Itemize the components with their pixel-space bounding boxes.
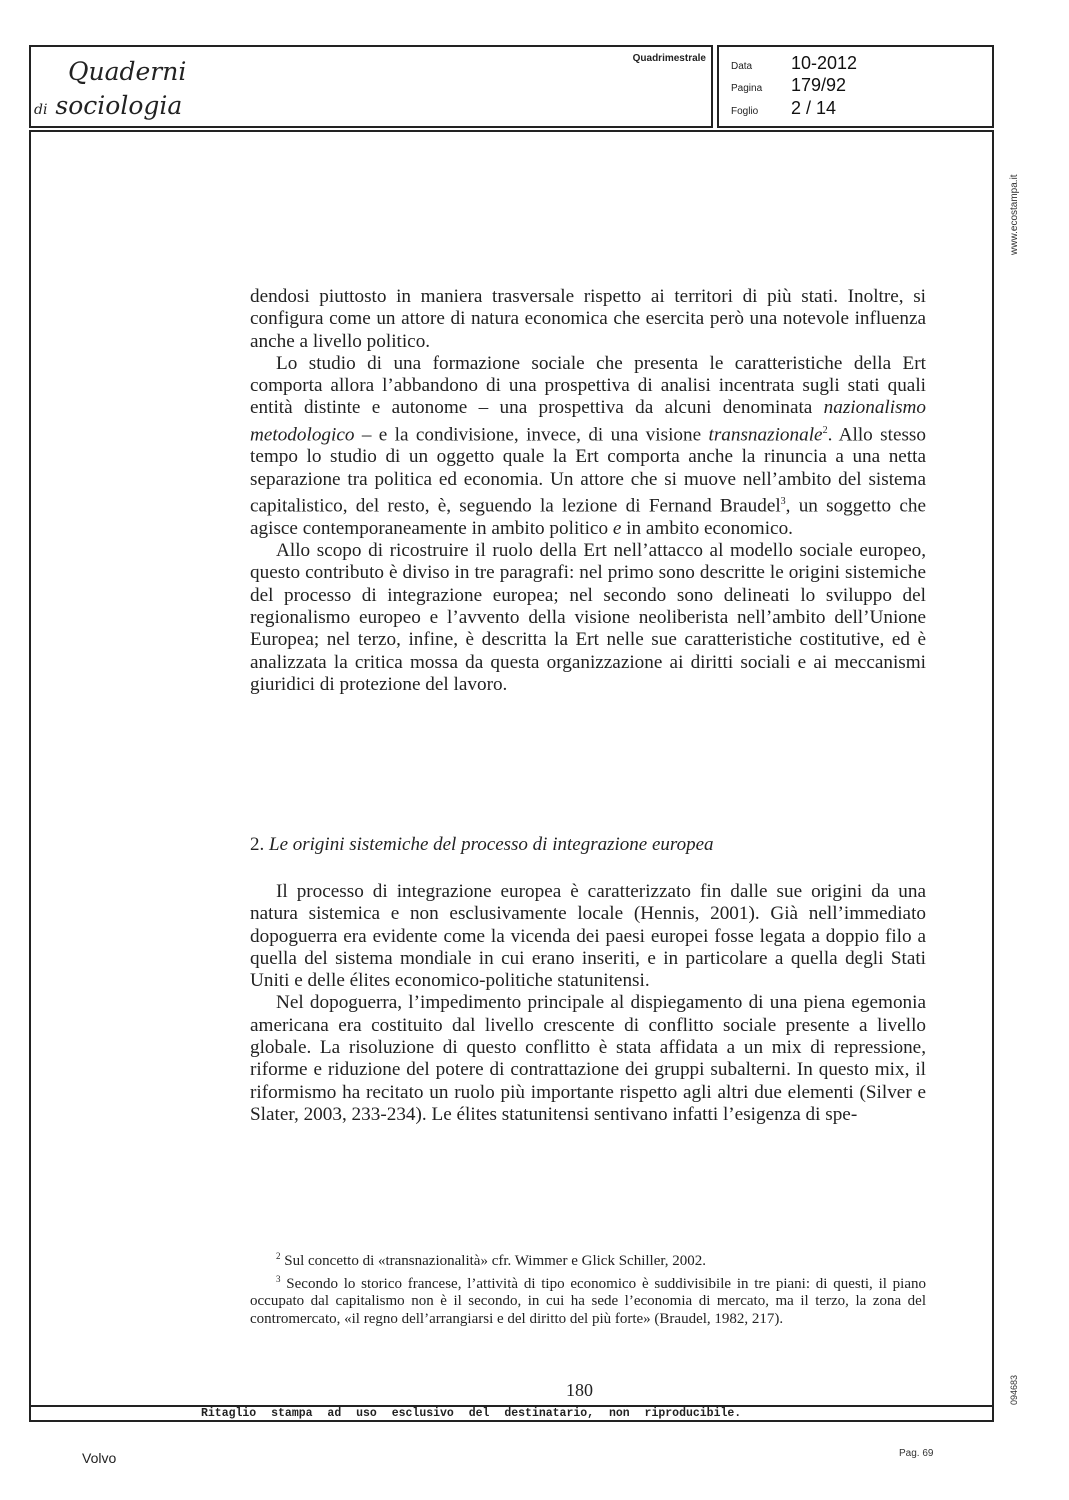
page-label: Pagina	[731, 83, 763, 94]
footnote-3-text: Secondo lo storico francese, l’attività di tipo economico è suddivisibile in tre piani: di questi, il piano occupato dal capitalismo non è il secondo, in cui ha sede l’economia di mercato, ma il terzo, la zona del contromercato, «il regno dell’arrangiarsi e del diritto del più forte» (Braudel, 1982, 217).	[250, 1275, 927, 1328]
disclaimer-text: Ritaglio stampa ad uso esclusivo del destinatario, non riproducibile.	[201, 1407, 742, 1420]
article-body-part2	[250, 881, 926, 1126]
section-heading	[250, 834, 714, 856]
emphasis-nazionalismo: nazionalismo metodologico	[250, 397, 926, 446]
date-value: 10-2012	[791, 53, 858, 73]
sheet-label: Foglio	[731, 106, 759, 117]
sheet-row	[731, 98, 836, 119]
emphasis-e: e	[612, 517, 622, 539]
footnote-3	[250, 1271, 926, 1329]
paragraph-1: dendosi piuttosto in maniera trasversale rispetto ai territori di più stati. Inoltre, si configura come un attore di natura economica che esercita però una notevole influenza anche a livello politico.	[250, 286, 926, 352]
footer-client: Volvo	[82, 1450, 117, 1466]
paragraph-5: Nel dopoguerra, l’impedimento principale al dispiegamento di una piena egemonia americana era costituito dal livello crescente di conflitto sociale presente a livello globale. La risoluzione di questo conflitto è stata affidata a un mix di repressione, riforme e riduzione del potere di contrattazione dei gruppi subalterni. In questo mix, il riformismo ha recitato un ruolo più importante rispetto agli altri due elementi (Silver e Slater, 2003, 233-234). Le élites statunitensi sentivano infatti l’esigenza di spe-	[250, 992, 926, 1125]
side-code	[998, 1350, 1019, 1405]
clipping-metadata	[717, 45, 994, 128]
section-number: 2.	[250, 834, 265, 855]
paragraph-2-text-c: . Allo stesso tempo lo studio di un oggetto quale la Ert comporta anche la rinuncia a una netta separazione tra politica ed economia. Un attore che si muove nell’ambito del sistema capitalistico, del resto, è, seguendo la lezione di Fernand Braudel	[250, 424, 926, 517]
footnote-2-text: Sul concetto di «transnazionalità» cfr. Wimmer e Glick Schiller, 2002.	[284, 1253, 706, 1269]
paragraph-2-text-e: in ambito economico.	[621, 517, 793, 539]
publication-header	[29, 45, 713, 128]
footnote-2-mark: 2	[276, 1251, 281, 1261]
side-url-text: www.ecostampa.it	[1009, 174, 1020, 255]
date-label: Data	[731, 61, 753, 72]
emphasis-transnazionale: transnazionale	[708, 424, 823, 446]
paragraph-2-text-b: – e la condivisione, invece, di una visione	[354, 424, 709, 446]
footnote-2	[250, 1248, 926, 1271]
paragraph-3: Allo scopo di ricostruire il ruolo della Ert nell’attacco al modello sociale europeo, questo contributo è diviso in tre paragrafi: nel primo sono descritte le origini sistemiche del processo di integrazione europea; nel secondo sono delineati lo sviluppo del regionalismo europeo e l’avvento della visione neoliberista nell’ambito dell’Unione Europea; nel terzo, infine, è descritta la Ert nelle sue caratteristiche costitutive, ed è analizzata la critica mossa da questa organizzazione ai diritti sociali e ai meccanismi giuridici di protezione del lavoro.	[250, 540, 926, 695]
paragraph-2	[250, 353, 926, 540]
article-body-part1	[250, 286, 926, 696]
page-row	[731, 75, 846, 96]
publication-name-line1: Quaderni	[68, 57, 187, 86]
book-page-number: 180	[566, 1380, 593, 1400]
page-value: 179/92	[791, 75, 847, 95]
frequency-label: Quadrimestrale	[632, 53, 706, 64]
paragraph-2-text-d: , un soggetto che agisce contemporaneamente in ambito politico	[250, 495, 926, 539]
footnote-ref-2: 2	[822, 424, 828, 436]
side-code-text: 094683	[1009, 1374, 1019, 1405]
section-title: Le origini sistemiche del processo di integrazione europea	[269, 834, 714, 855]
footnotes	[250, 1248, 926, 1329]
paragraph-4: Il processo di integrazione europea è caratterizzato fin dalle sue origini da una natura sistemica e non esclusivamente locale (Hennis, 2001). Già nell’immediato dopoguerra era evidente come la vicenda dei paesi europei fosse legata a doppio filo a quella del sistema mondiale in cui erano inseriti, e in particolare a quella degli Stati Uniti e delle élites economico-politiche statunitensi.	[250, 881, 926, 992]
footer-page: Pag. 69	[899, 1448, 934, 1459]
paragraph-2-text-a: Lo studio di una formazione sociale che presenta le caratteristiche della Ert comporta allora l’abbandono di una prospettiva di analisi incentrata sugli stati quali entità distinte e autonome – una prospettiva da alcuni denominata	[250, 352, 926, 419]
sheet-value: 2 / 14	[791, 98, 837, 118]
publication-di: di	[34, 102, 48, 118]
footnote-ref-3: 3	[780, 496, 786, 508]
publication-name-sociologia: sociologia	[55, 91, 183, 120]
publication-name-line2	[34, 91, 182, 120]
date-row	[731, 53, 857, 74]
side-url	[998, 145, 1020, 255]
footnote-3-mark: 3	[276, 1273, 281, 1284]
disclaimer-bar	[29, 1405, 994, 1422]
